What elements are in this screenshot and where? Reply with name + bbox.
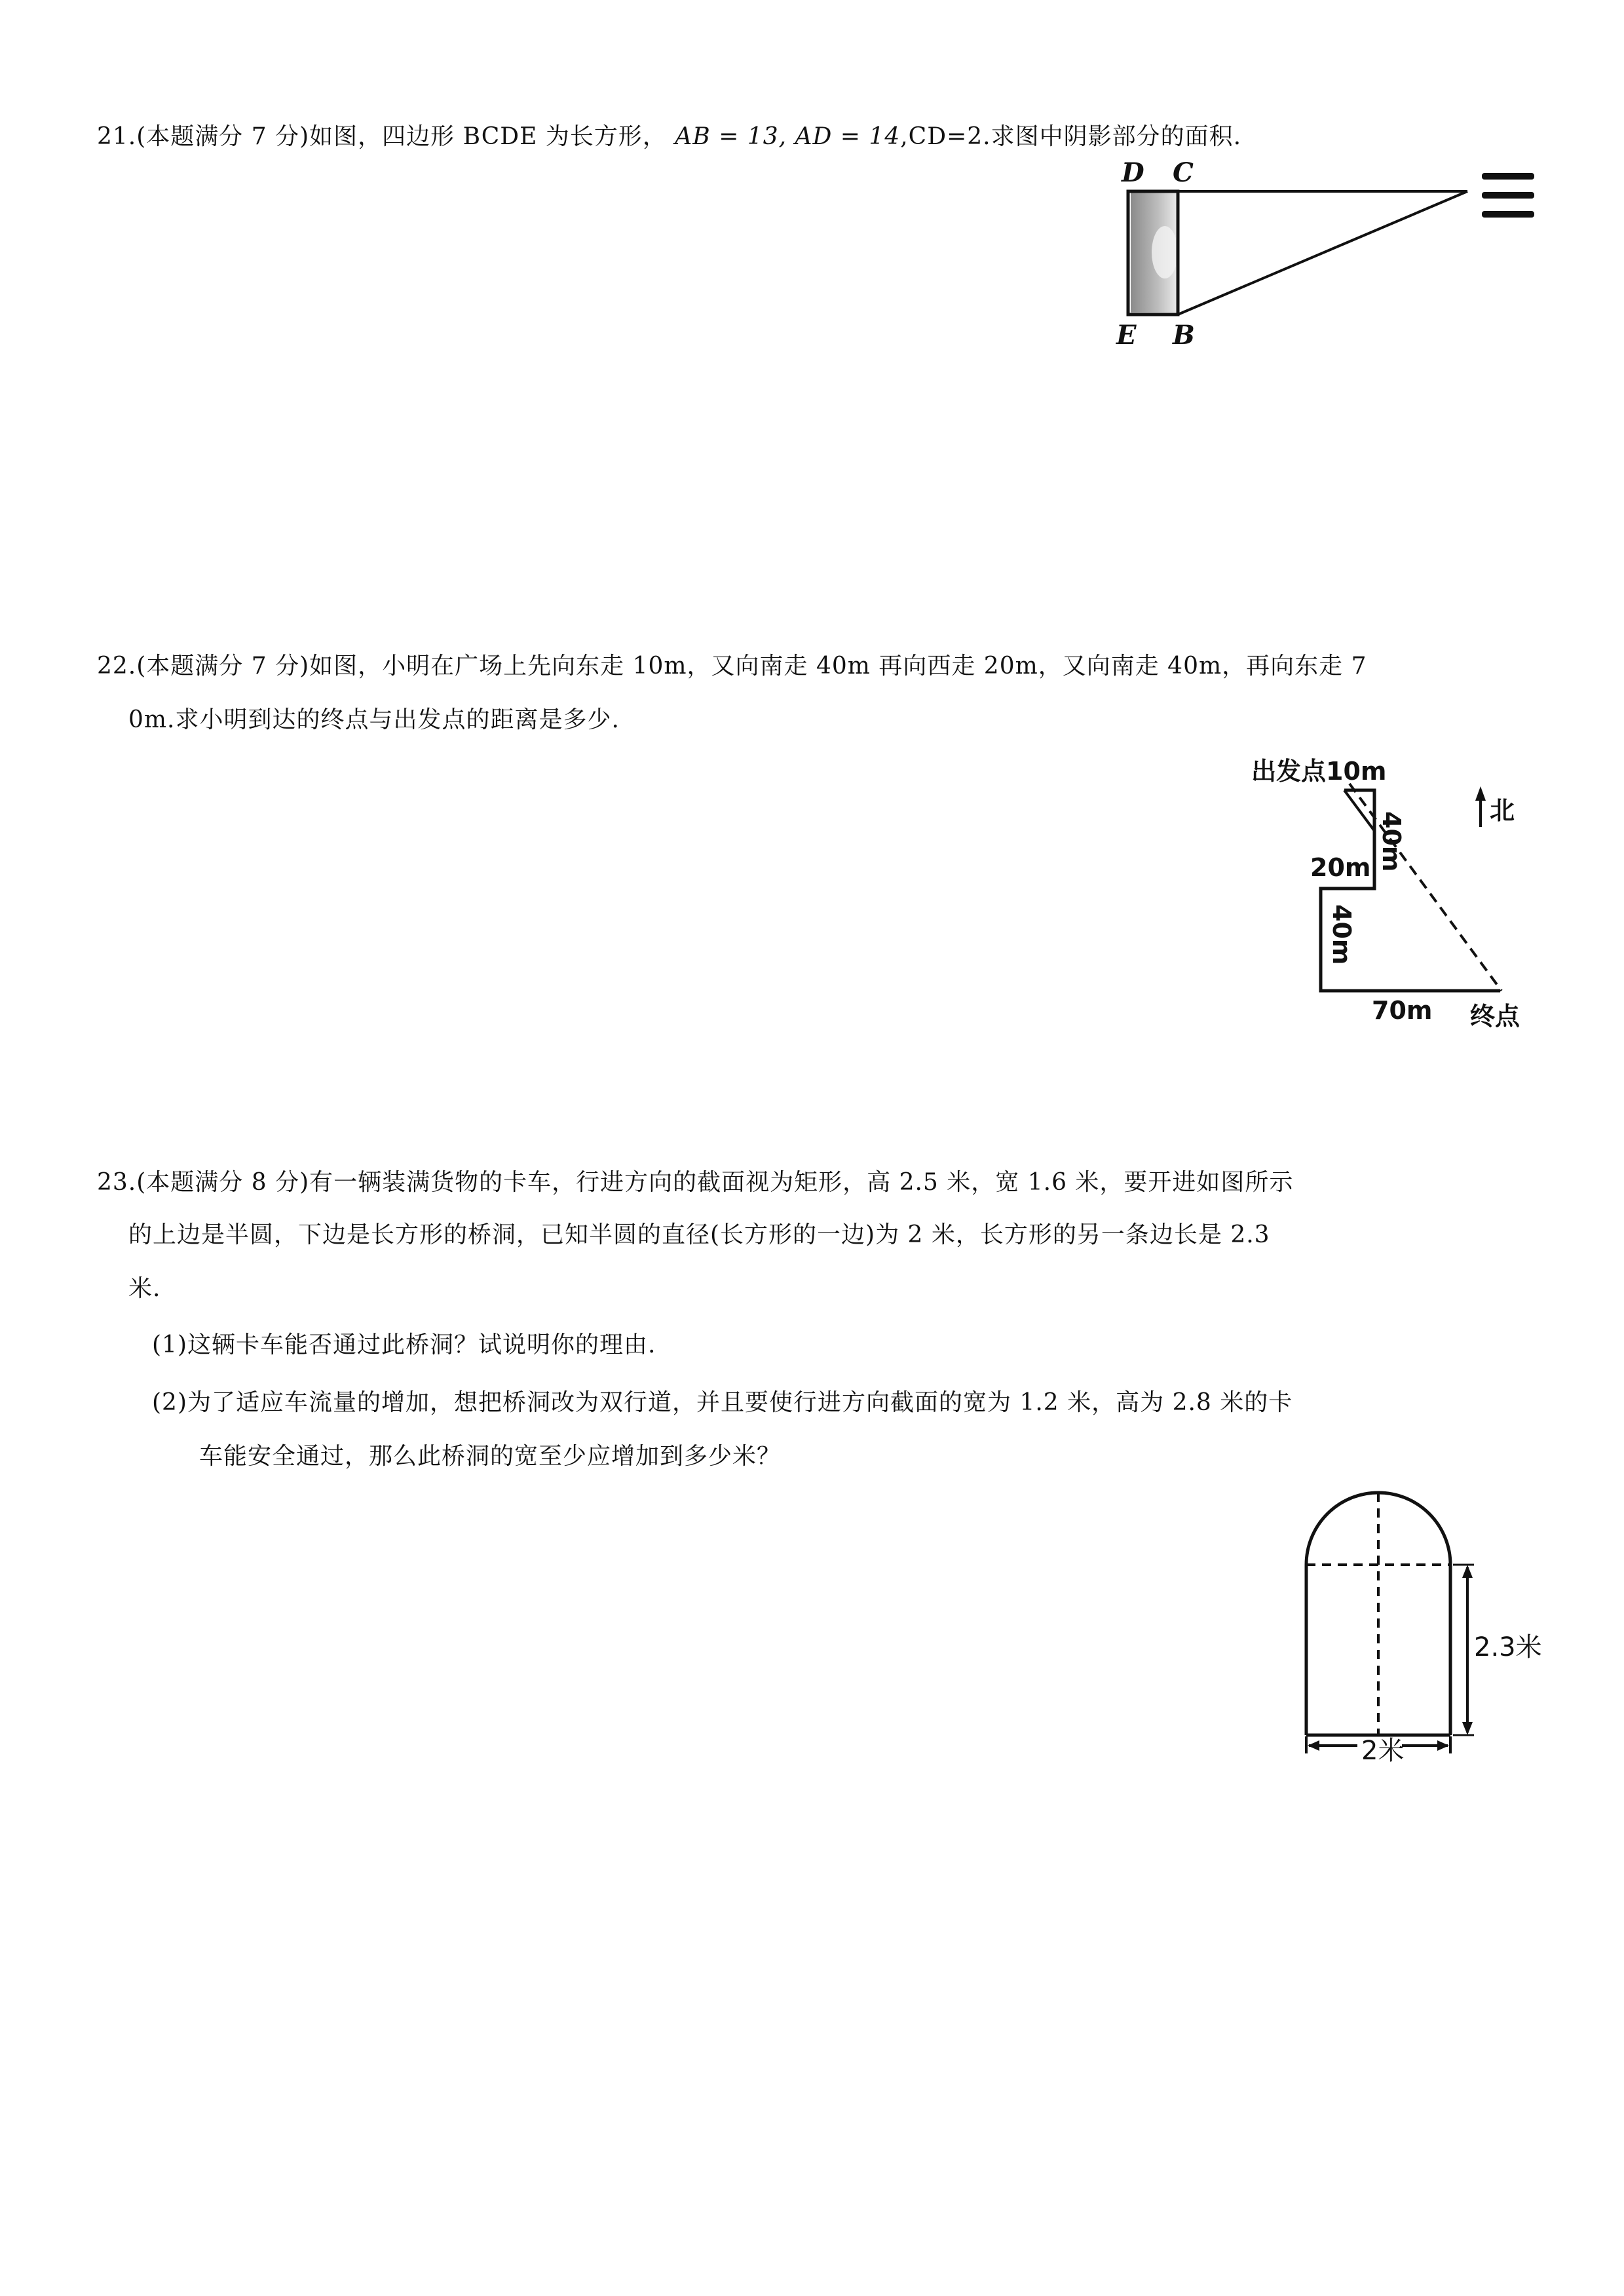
question-23-line-3: 米. <box>128 1275 161 1302</box>
question-23-line-1: 23.(本题满分 8 分)有一辆装满货物的卡车，行进方向的截面视为矩形，高 2.5 米，宽 1.6 米，要开进如图所示 <box>97 1169 1294 1196</box>
q21-label-c: C <box>1173 157 1194 188</box>
q22-label-70m: 70m <box>1372 996 1433 1025</box>
question-23-sub-2-line-2: 车能安全通过，那么此桥洞的宽至少应增加到多少米？ <box>199 1443 782 1470</box>
question-22-line-1: 22.(本题满分 7 分)如图，小明在广场上先向东走 10m，又向南走 40m 再向西走 20m，又向南走 40m，再向东走 7 <box>97 653 1367 679</box>
q22-label-20m: 20m <box>1310 853 1371 882</box>
q22-label-40m-bottom: 40m <box>1327 904 1356 965</box>
q22-label-40m-top: 40m <box>1377 811 1406 872</box>
q23-width-arrow-left <box>1308 1740 1319 1751</box>
q22-label-north: 北 <box>1490 796 1515 825</box>
question-22-line-2: 0m.求小明到达的终点与出发点的距离是多少. <box>128 706 620 733</box>
q21-text-after: ,CD=2.求图中阴影部分的面积. <box>900 123 1242 150</box>
q23-width-arrow-right <box>1437 1740 1449 1751</box>
question-23-line-2: 的上边是半圆，下边是长方形的桥洞，已知半圆的直径(长方形的一边)为 2 米，长方形的另一条边长是 2.3 <box>128 1221 1270 1248</box>
q23-label-width: 2米 <box>1361 1736 1405 1766</box>
q21-text-before: 21.(本题满分 7 分)如图，四边形 BCDE 为长方形， <box>97 123 667 150</box>
question-23-sub-1: (1)这辆卡车能否通过此桥洞？试说明你的理由. <box>152 1331 656 1358</box>
q21-label-d: D <box>1122 157 1144 188</box>
question-23-sub-2-line-1: (2)为了适应车流量的增加，想把桥洞改为双行道，并且要使行进方向截面的宽为 1.2 米，高为 2.8 米的卡 <box>152 1389 1293 1416</box>
q23-label-height: 2.3米 <box>1474 1632 1542 1662</box>
q21-math: AB = 13, AD = 14 <box>675 123 901 150</box>
q22-label-end: 终点 <box>1470 1002 1520 1031</box>
q23-height-arrow-top <box>1462 1565 1473 1578</box>
q21-label-e: E <box>1116 320 1137 351</box>
q21-label-b: B <box>1173 320 1195 351</box>
q22-label-start: 出发点10m <box>1251 757 1387 786</box>
q23-height-arrow-bottom <box>1462 1722 1473 1735</box>
